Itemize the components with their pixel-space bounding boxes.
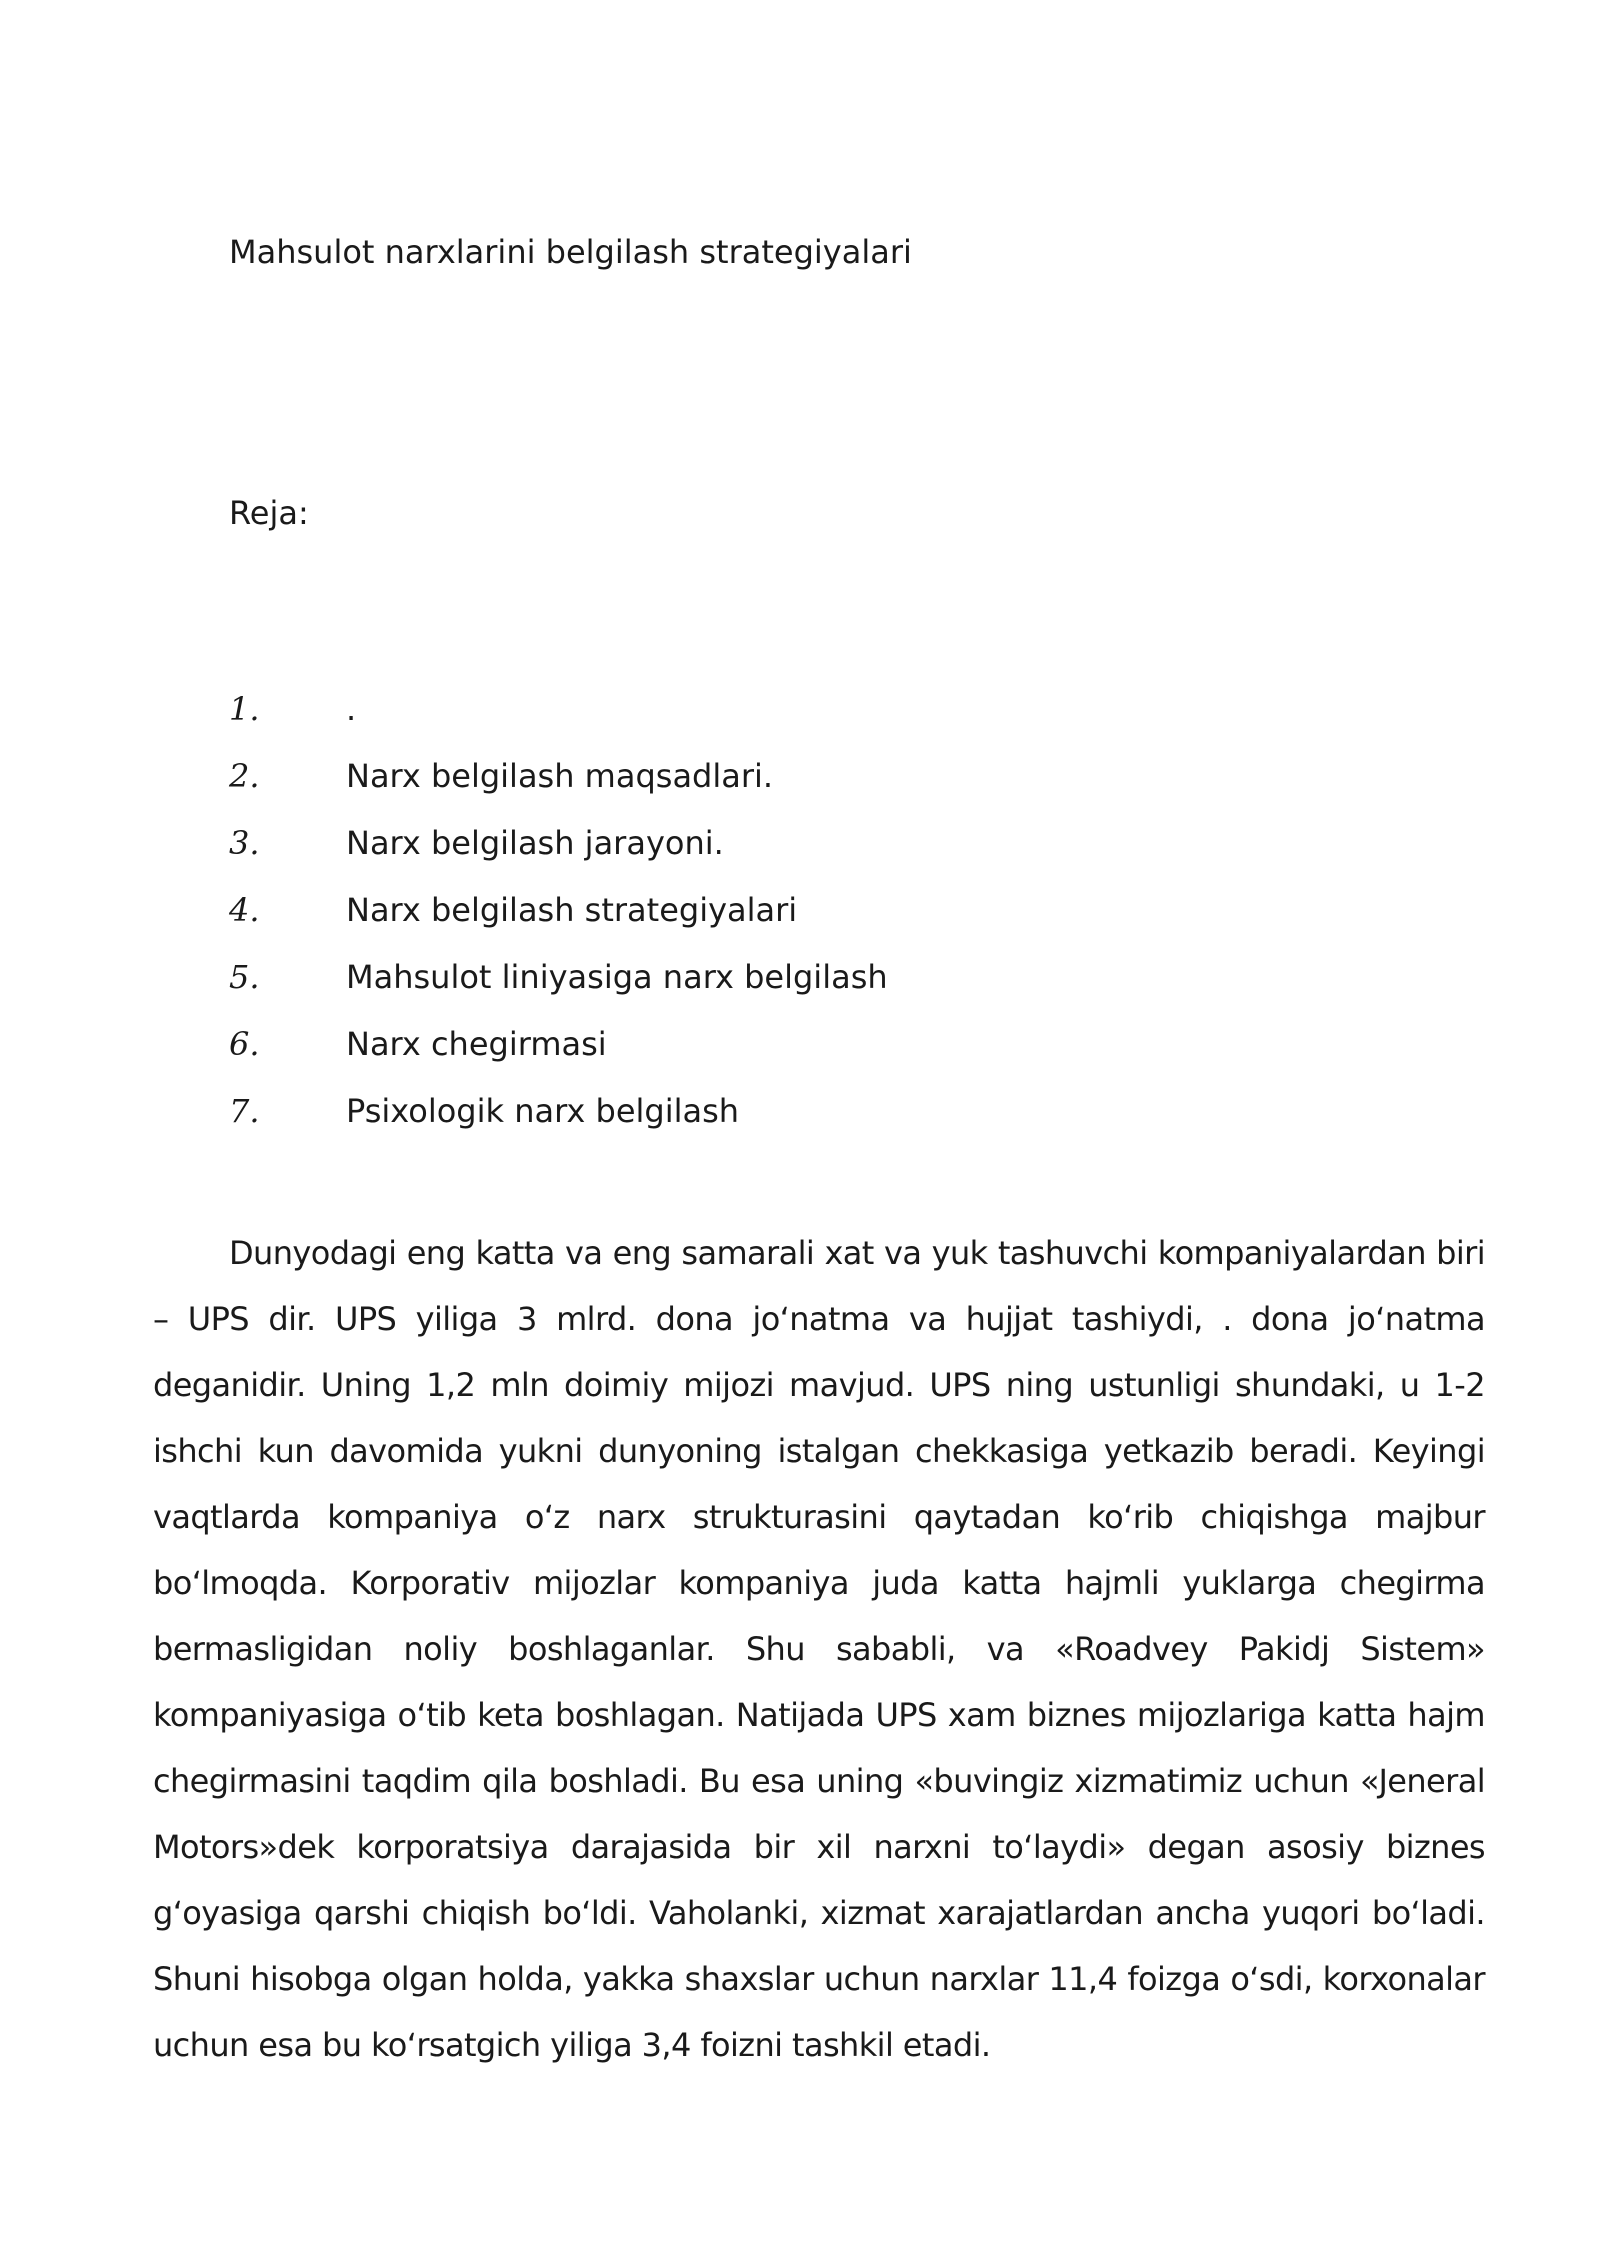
plan-item [229,886,1129,953]
plan-item-number: 2. [229,757,260,795]
plan-item-number: 7. [229,1092,260,1130]
plan-item [229,685,1129,752]
plan-item [229,752,1129,819]
document-title: Mahsulot narxlarini belgilash strategiyalari [229,233,912,271]
plan-item-number: 1. [229,690,260,728]
plan-item-text: . [346,690,357,728]
plan-item-text: Narx chegirmasi [346,1025,607,1063]
plan-item [229,1087,1129,1154]
plan-item-text: Mahsulot liniyasiga narx belgilash [346,958,888,996]
plan-item [229,1020,1129,1087]
plan-item-text: Narx belgilash maqsadlari. [346,757,774,795]
plan-item [229,819,1129,886]
plan-item [229,953,1129,1020]
plan-item-number: 5. [229,958,260,996]
plan-item-number: 4. [229,891,260,929]
plan-item-number: 3. [229,824,260,862]
plan-item-text: Narx belgilash jarayoni. [346,824,724,862]
plan-item-text: Narx belgilash strategiyalari [346,891,798,929]
body-paragraph: Dunyodagi eng katta va eng samarali xat va yuk tashuvchi kompaniyalardan biri – UPS dir. UPS yiliga 3 mlrd. dona joʻnatma va hujjat tashiydi, . dona joʻnatma deganidir. Uning 1,2 mln doimiy mijozi mavjud. UPS ning ustunligi shundaki, u 1-2 ishchi kun davomida yukni dunyoning istalgan chekkasiga yetkazib beradi. Keyingi vaqtlarda kompaniya oʻz narx strukturasini qaytadan koʻrib chiqishga majbur boʻlmoqda. Korporativ mijozlar kompaniya juda katta hajmli yuklarga chegirma bermasligidan noliy boshlaganlar. Shu sababli, va «Roadvey Pakidj Sistem» kompaniyasiga oʻtib keta boshlagan. Natijada UPS xam biznes mijozlariga katta hajm chegirmasini taqdim qila boshladi. Bu esa uning «buvingiz xizmatimiz uchun «Jeneral Motors»dek korporatsiya darajasida bir xil narxni toʻlaydi» degan asosiy biznes gʻoyasiga qarshi chiqish boʻldi. Vaholanki, xizmat xarajatlardan ancha yuqori boʻladi. Shuni hisobga olgan holda, yakka shaxslar uchun narxlar 11,4 foizga oʻsdi, korxonalar uchun esa bu koʻrsatgich yiliga 3,4 foizni tashkil etadi. [153,1234,1485,2064]
plan-list [229,685,1129,1154]
plan-item-number: 6. [229,1025,260,1063]
plan-item-text: Psixologik narx belgilash [346,1092,740,1130]
plan-heading: Reja: [229,494,309,532]
